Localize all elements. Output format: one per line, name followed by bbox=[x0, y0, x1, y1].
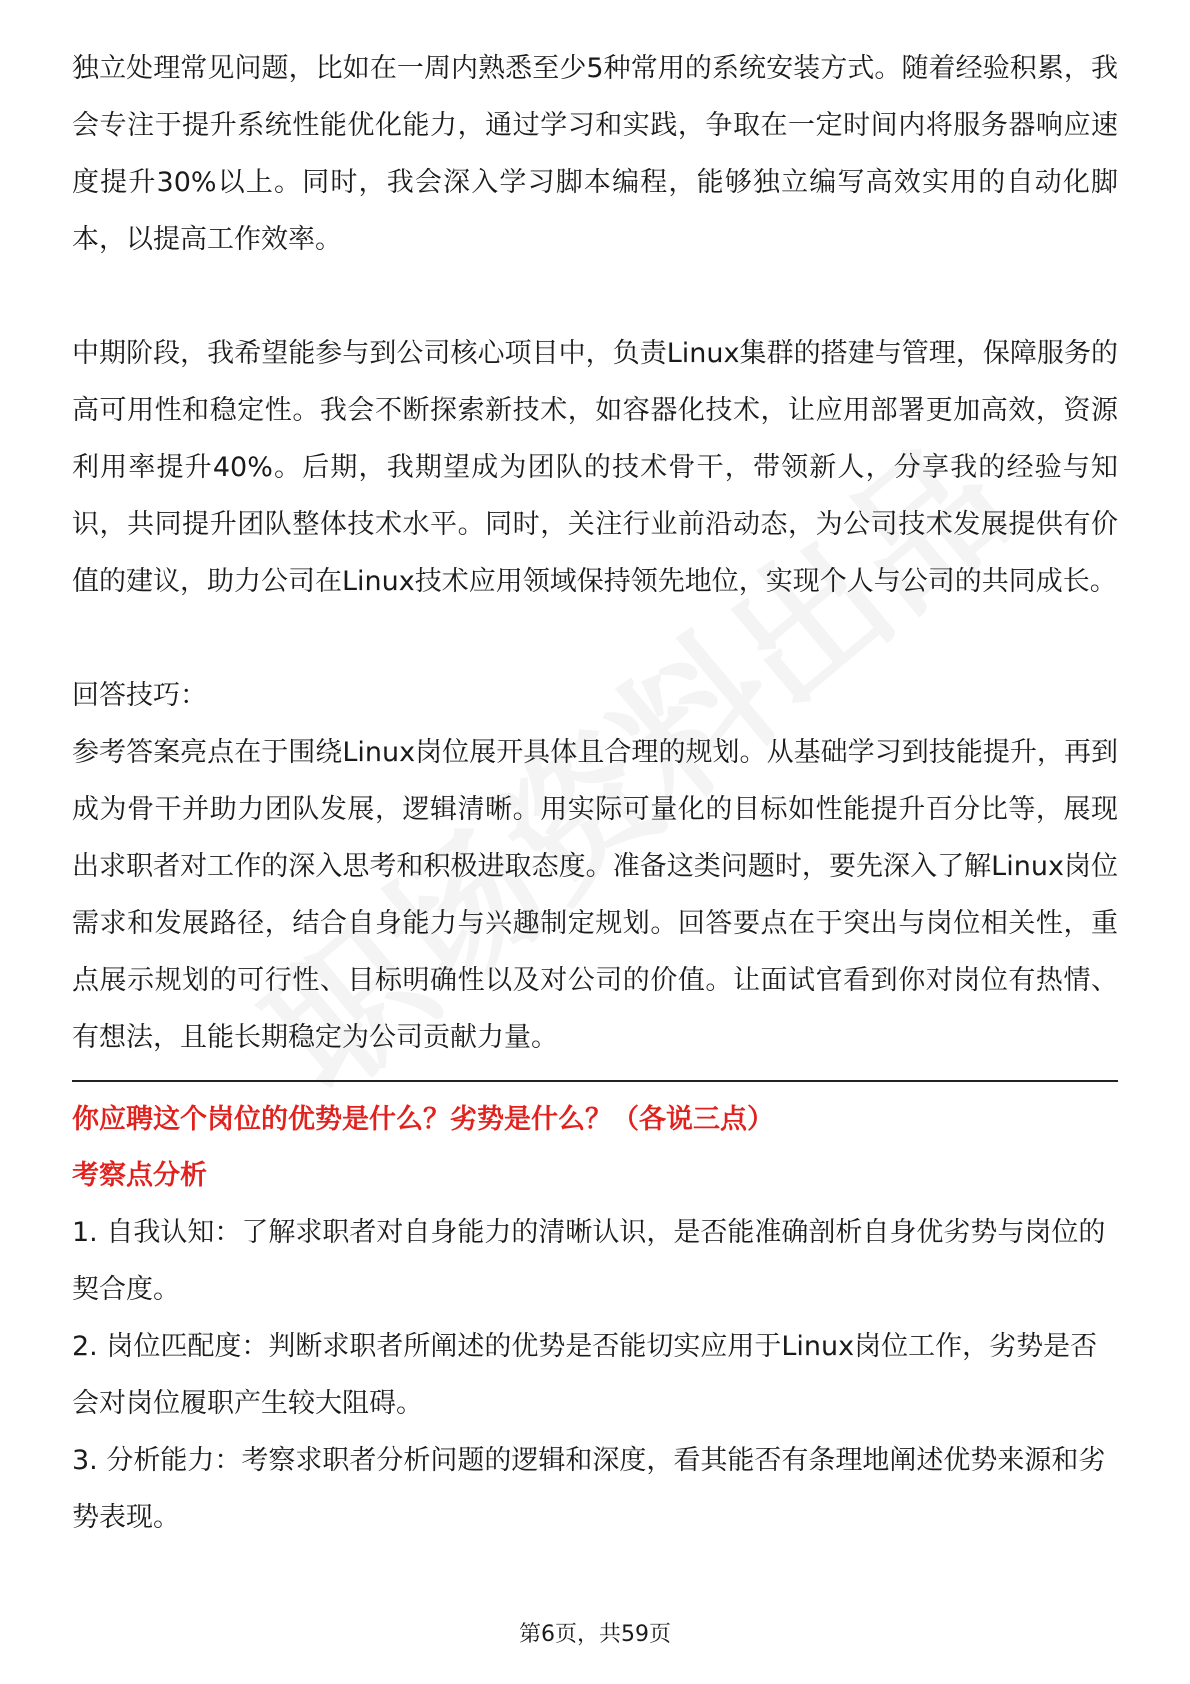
document-page bbox=[72, 40, 1118, 1546]
tips-label: 回答技巧： bbox=[72, 680, 207, 711]
analysis-heading: 考察点分析 bbox=[72, 1160, 207, 1191]
paragraph-gap bbox=[72, 268, 1118, 325]
analysis-item-1: 1. 自我认知：了解求职者对自身能力的清晰认识，是否能准确剖析自身优劣势与岗位的契合度。 bbox=[72, 1217, 1106, 1305]
question-title: 你应聘这个岗位的优势是什么？劣势是什么？（各说三点） bbox=[72, 1104, 774, 1135]
analysis-item-2: 2. 岗位匹配度：判断求职者所阐述的优势是否能切实应用于Linux岗位工作，劣势是否会对岗位履职产生较大阻碍。 bbox=[72, 1331, 1098, 1419]
paragraph-mid-term-plan: 中期阶段，我希望能参与到公司核心项目中，负责Linux集群的搭建与管理，保障服务的高可用性和稳定性。我会不断探索新技术，如容器化技术，让应用部署更加高效，资源利用率提升40%。后期，我期望成为团队的技术骨干，带领新人，分享我的经验与知识，共同提升团队整体技术水平。同时，关注行业前沿动态，为公司技术发展提供有价值的建议，助力公司在Linux技术应用领域保持领先地位，实现个人与公司的共同成长。 bbox=[72, 338, 1118, 597]
paragraph-short-term-plan: 独立处理常见问题，比如在一周内熟悉至少5种常用的系统安装方式。随着经验积累，我会专注于提升系统性能优化能力，通过学习和实践，争取在一定时间内将服务器响应速度提升30%以上。同时，我会深入学习脚本编程，能够独立编写高效实用的自动化脚本，以提高工作效率。 bbox=[72, 53, 1118, 255]
section-divider bbox=[72, 1080, 1118, 1082]
tips-text: 参考答案亮点在于围绕Linux岗位展开具体且合理的规划。从基础学习到技能提升，再到成为骨干并助力团队发展，逻辑清晰。用实际可量化的目标如性能提升百分比等，展现出求职者对工作的深入思考和积极进取态度。准备这类问题时，要先深入了解Linux岗位需求和发展路径，结合自身能力与兴趣制定规划。回答要点在于突出与岗位相关性，重点展示规划的可行性、目标明确性以及对公司的价值。让面试官看到你对岗位有热情、有想法，且能长期稳定为公司贡献力量。 bbox=[72, 737, 1118, 1053]
paragraph-gap bbox=[72, 610, 1118, 667]
analysis-item-3: 3. 分析能力：考察求职者分析问题的逻辑和深度，看其能否有条理地阐述优势来源和劣势表现。 bbox=[72, 1445, 1106, 1533]
page-number: 第6页，共59页 bbox=[519, 1622, 671, 1647]
